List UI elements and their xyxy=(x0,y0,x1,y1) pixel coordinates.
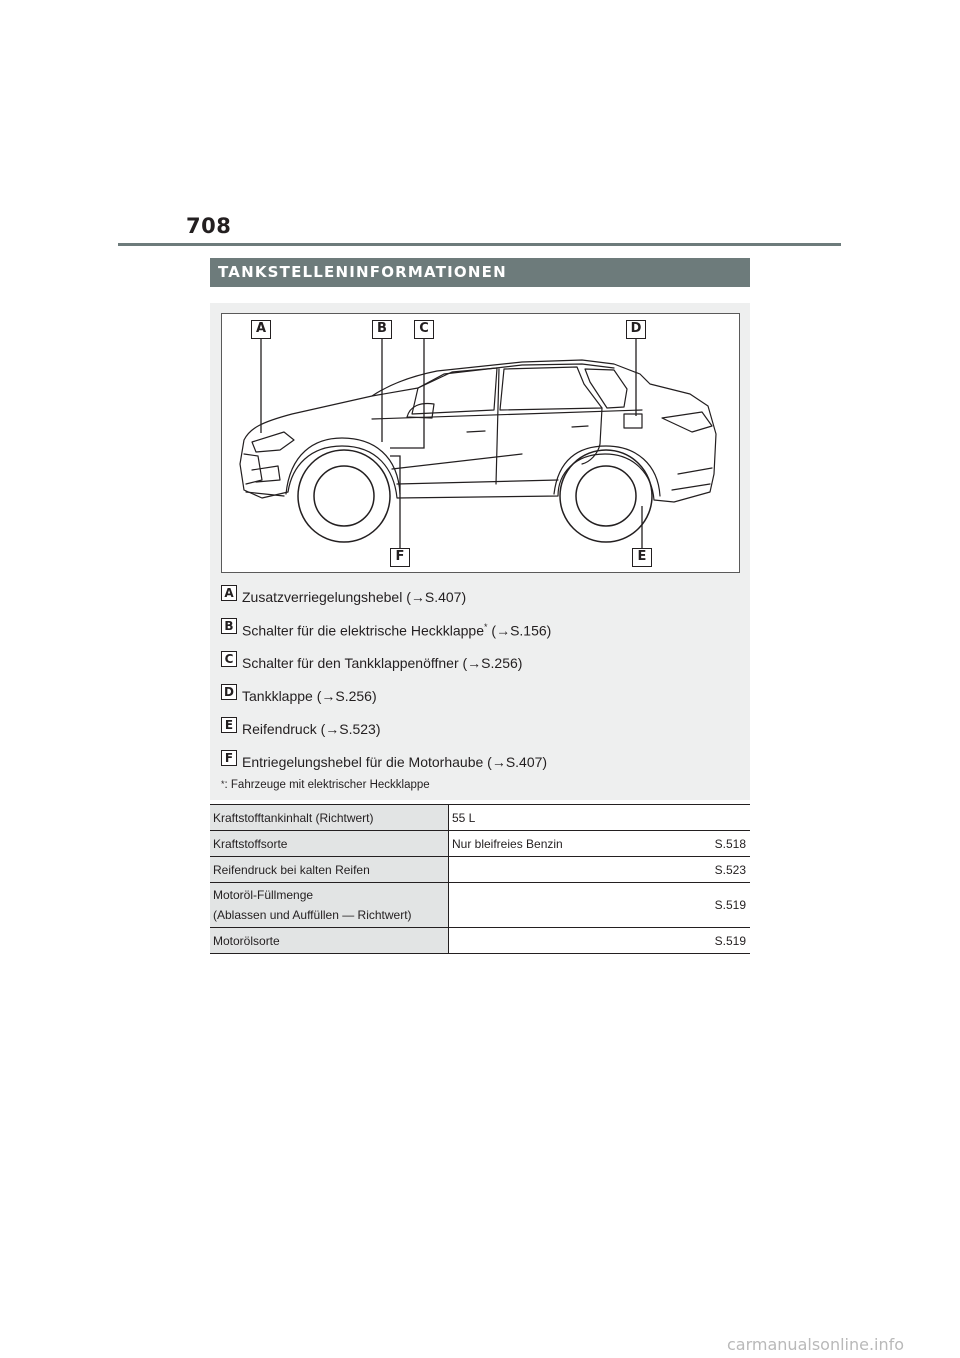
row-label: Kraftstoffsorte xyxy=(210,831,449,857)
row-value: Nur bleifreies Benzin S.518 xyxy=(449,831,751,857)
rear-wheel-rim xyxy=(576,466,636,526)
legend-label-with-footnote: Schalter für die elektrische Heckklappe* (→S.156) xyxy=(242,622,552,639)
legend-badge: F xyxy=(221,750,237,766)
row-value: 55 L xyxy=(449,805,751,831)
footnote-mark: * xyxy=(484,622,488,632)
table-row xyxy=(210,805,750,831)
callout-d: D xyxy=(626,320,646,339)
row-value xyxy=(449,928,751,954)
window-rear xyxy=(585,369,627,408)
footnote-text: : Fahrzeuge mit elektrischer Heckklappe xyxy=(224,779,430,791)
door-line-front xyxy=(496,369,499,484)
row-label: Reifendruck bei kalten Reifen xyxy=(210,857,449,883)
fuel-door xyxy=(624,414,642,428)
tail-light xyxy=(662,412,712,432)
headlight xyxy=(252,432,294,452)
row-label: Motoröl-Füllmenge (Ablassen und Auffüllen — Richtwert) xyxy=(210,883,449,928)
legend-label: Zusatzverriegelungshebel (→S.407) xyxy=(242,589,467,605)
front-wheel xyxy=(298,450,390,542)
legend-badge: D xyxy=(221,684,237,700)
page-reference: S.518 xyxy=(714,836,746,851)
front-bumper xyxy=(246,466,284,496)
table-row xyxy=(210,883,750,928)
handle-rear xyxy=(572,426,588,427)
legend-label: Tankklappe (→S.256) xyxy=(242,688,377,704)
legend-badge: C xyxy=(221,651,237,667)
callout-f: F xyxy=(390,548,410,567)
fuel-info-table xyxy=(210,804,750,954)
page-number: 708 xyxy=(186,214,232,238)
legend-label: Schalter für den Tankklappenöffner (→S.256) xyxy=(242,655,523,671)
rear-wheel xyxy=(560,450,652,542)
side-character-line xyxy=(392,454,522,469)
legend-badge: A xyxy=(221,585,237,601)
leader-c xyxy=(390,338,424,448)
legend-badge: E xyxy=(221,717,237,733)
table-row xyxy=(210,831,750,857)
table-row xyxy=(210,928,750,954)
callout-b: B xyxy=(372,320,392,339)
rocker-line xyxy=(397,480,558,484)
callout-a: A xyxy=(251,320,271,339)
page-reference: S.519 xyxy=(714,933,746,948)
legend-label: Reifendruck (→S.523) xyxy=(242,721,381,737)
callout-e: E xyxy=(632,548,652,567)
mirror xyxy=(407,404,434,418)
footnote xyxy=(221,779,430,791)
rear-bumper xyxy=(672,468,712,490)
table-row xyxy=(210,857,750,883)
legend-badge: B xyxy=(221,618,237,634)
vehicle-figure xyxy=(221,313,740,573)
callout-c: C xyxy=(414,320,434,339)
section-title: TANKSTELLENINFORMATIONEN xyxy=(210,258,750,287)
row-value xyxy=(449,857,751,883)
handle-front xyxy=(467,431,485,432)
header-rule xyxy=(118,243,841,246)
front-wheel-rim xyxy=(314,466,374,526)
window-front xyxy=(412,368,497,414)
row-label: Motorölsorte xyxy=(210,928,449,954)
watermark: carmanualsonline.info xyxy=(727,1335,905,1354)
footnote-star: * xyxy=(221,779,225,789)
suv-side-view-drawing xyxy=(222,314,740,573)
legend-label: Entriegelungshebel für die Motorhaube (→S.407) xyxy=(242,754,548,770)
row-value xyxy=(449,883,751,928)
page-reference: S.519 xyxy=(714,898,746,912)
row-label: Kraftstofftankinhalt (Richtwert) xyxy=(210,805,449,831)
page-reference: S.523 xyxy=(714,862,746,877)
